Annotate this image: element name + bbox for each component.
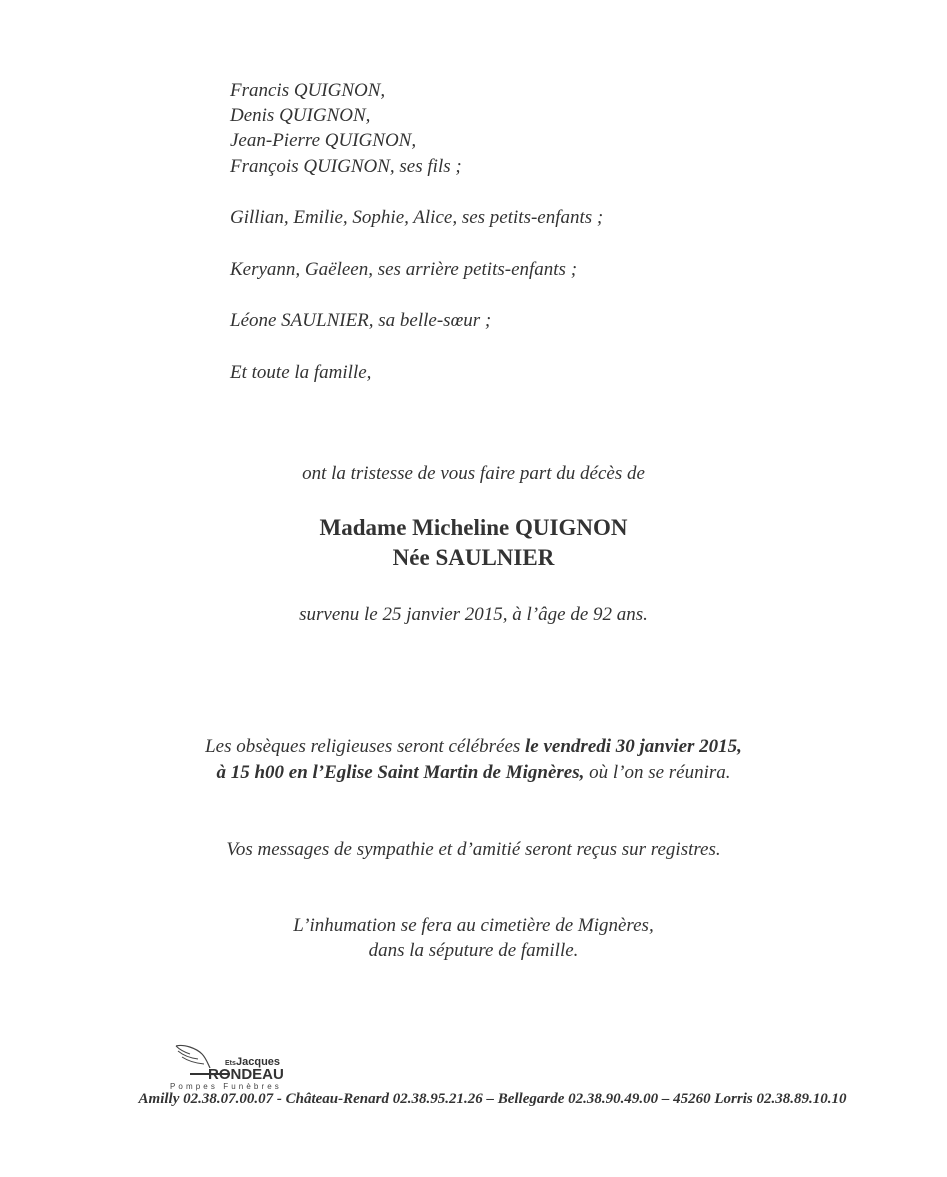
death-info: survenu le 25 janvier 2015, à l’âge de 92 ans. xyxy=(299,604,648,625)
burial-line-2: dans la séputure de famille. xyxy=(368,940,579,961)
funeral-time-place: à 15 h00 en l’Eglise Saint Martin de Mignères, xyxy=(216,762,585,783)
deceased-name: Madame Micheline QUIGNON xyxy=(319,515,628,540)
deceased-maiden-name: Née SAULNIER xyxy=(392,545,555,570)
funeral-home-logo xyxy=(170,1042,284,1092)
logo-ets: Ets xyxy=(225,1060,236,1067)
funeral-line-2 xyxy=(0,763,947,782)
logo-rondeau: RONDEAU xyxy=(208,1066,284,1083)
funeral-line-1-prefix: Les obsèques religieuses seront célébrées xyxy=(205,736,526,757)
son-2: Denis QUIGNON, xyxy=(230,105,371,126)
footer-contacts: Amilly 02.38.07.00.07 - Château-Renard 02.38.95.21.26 – Bellegarde 02.38.90.49.00 – 45260 Lorris 02.38.89.10.10 xyxy=(138,1091,847,1107)
grandchildren-line: Gillian, Emilie, Sophie, Alice, ses petits-enfants ; xyxy=(230,207,604,228)
great-grandchildren-line: Keryann, Gaëleen, ses arrière petits-enfants ; xyxy=(230,259,578,280)
burial-line-1: L’inhumation se fera au cimetière de Mignères, xyxy=(293,915,654,936)
son-3: Jean-Pierre QUIGNON, xyxy=(230,130,417,151)
funeral-line-2-suffix: où l’on se réunira. xyxy=(584,762,731,783)
sister-in-law-line: Léone SAULNIER, sa belle-sœur ; xyxy=(230,310,492,331)
son-4: François QUIGNON, ses fils ; xyxy=(230,156,462,177)
announcement-intro: ont la tristesse de vous faire part du décès de xyxy=(302,463,645,484)
logo-jacques: Jacques xyxy=(236,1056,281,1068)
son-1: Francis QUIGNON, xyxy=(230,80,386,101)
funeral-line-1 xyxy=(0,737,947,756)
condolence-messages: Vos messages de sympathie et d’amitié seront reçus sur registres. xyxy=(226,839,721,860)
funeral-date: le vendredi 30 janvier 2015, xyxy=(525,736,742,757)
logo-subtitle: Pompes Funèbres xyxy=(170,1082,282,1091)
family-line: Et toute la famille, xyxy=(230,362,372,383)
